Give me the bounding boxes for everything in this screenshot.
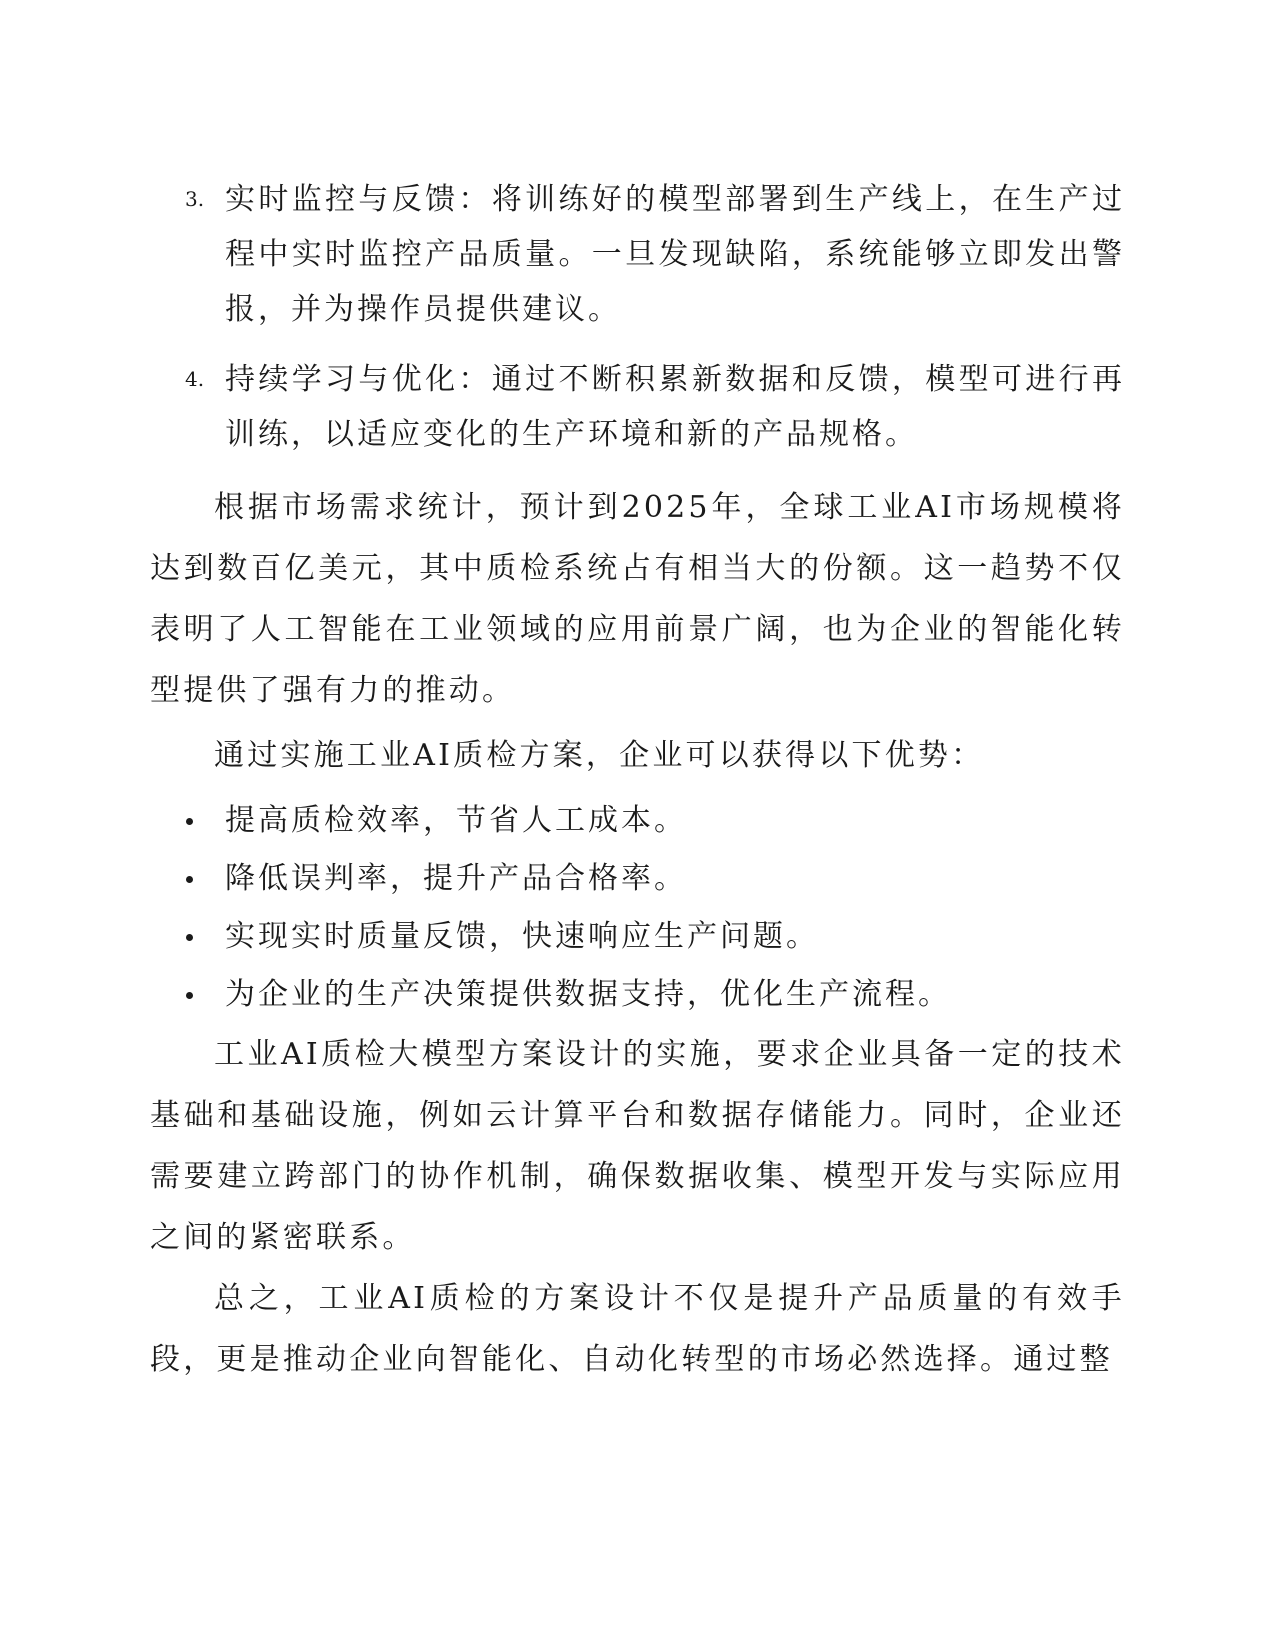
advantages-bullet-list xyxy=(150,792,1125,1024)
bullet-item xyxy=(150,792,1125,850)
numbered-item-3 xyxy=(150,172,1125,337)
bullet-dot-icon xyxy=(186,934,193,941)
bullet-item xyxy=(150,908,1125,966)
bullet-text: 实现实时质量反馈，快速响应生产问题。 xyxy=(225,919,819,954)
list-item-text: 持续学习与优化：通过不断积累新数据和反馈，模型可进行再训练，以适应变化的生产环境和新的产品规格。 xyxy=(225,362,1125,452)
bullet-item xyxy=(150,966,1125,1024)
bullet-text: 提高质检效率，节省人工成本。 xyxy=(225,803,687,838)
numbered-item-4 xyxy=(150,352,1125,462)
bullet-text: 为企业的生产决策提供数据支持，优化生产流程。 xyxy=(225,977,951,1012)
market-paragraph: 根据市场需求统计，预计到2025年，全球工业AI市场规模将达到数百亿美元，其中质检系统占有相当大的份额。这一趋势不仅表明了人工智能在工业领域的应用前景广阔，也为企业的智能化转型提供了强有力的推动。 xyxy=(150,490,1125,708)
list-number: 4. xyxy=(185,367,205,391)
page-content xyxy=(150,172,1125,1390)
implementation-paragraph: 工业AI质检大模型方案设计的实施，要求企业具备一定的技术基础和基础设施，例如云计算平台和数据存储能力。同时，企业还需要建立跨部门的协作机制，确保数据收集、模型开发与实际应用之间的紧密联系。 xyxy=(150,1037,1125,1255)
list-item-text: 实时监控与反馈：将训练好的模型部署到生产线上，在生产过程中实时监控产品质量。一旦发现缺陷，系统能够立即发出警报，并为操作员提供建议。 xyxy=(225,182,1125,327)
bullet-dot-icon xyxy=(186,876,193,883)
conclusion-paragraph: 总之，工业AI质检的方案设计不仅是提升产品质量的有效手段，更是推动企业向智能化、自动化转型的市场必然选择。通过整 xyxy=(150,1281,1125,1377)
bullet-dot-icon xyxy=(186,992,193,999)
numbered-list xyxy=(150,172,1125,462)
list-number: 3. xyxy=(185,187,205,211)
advantages-intro-paragraph: 通过实施工业AI质检方案，企业可以获得以下优势： xyxy=(214,738,985,773)
bullet-item xyxy=(150,850,1125,908)
bullet-text: 降低误判率，提升产品合格率。 xyxy=(225,861,687,896)
bullet-dot-icon xyxy=(186,818,193,825)
